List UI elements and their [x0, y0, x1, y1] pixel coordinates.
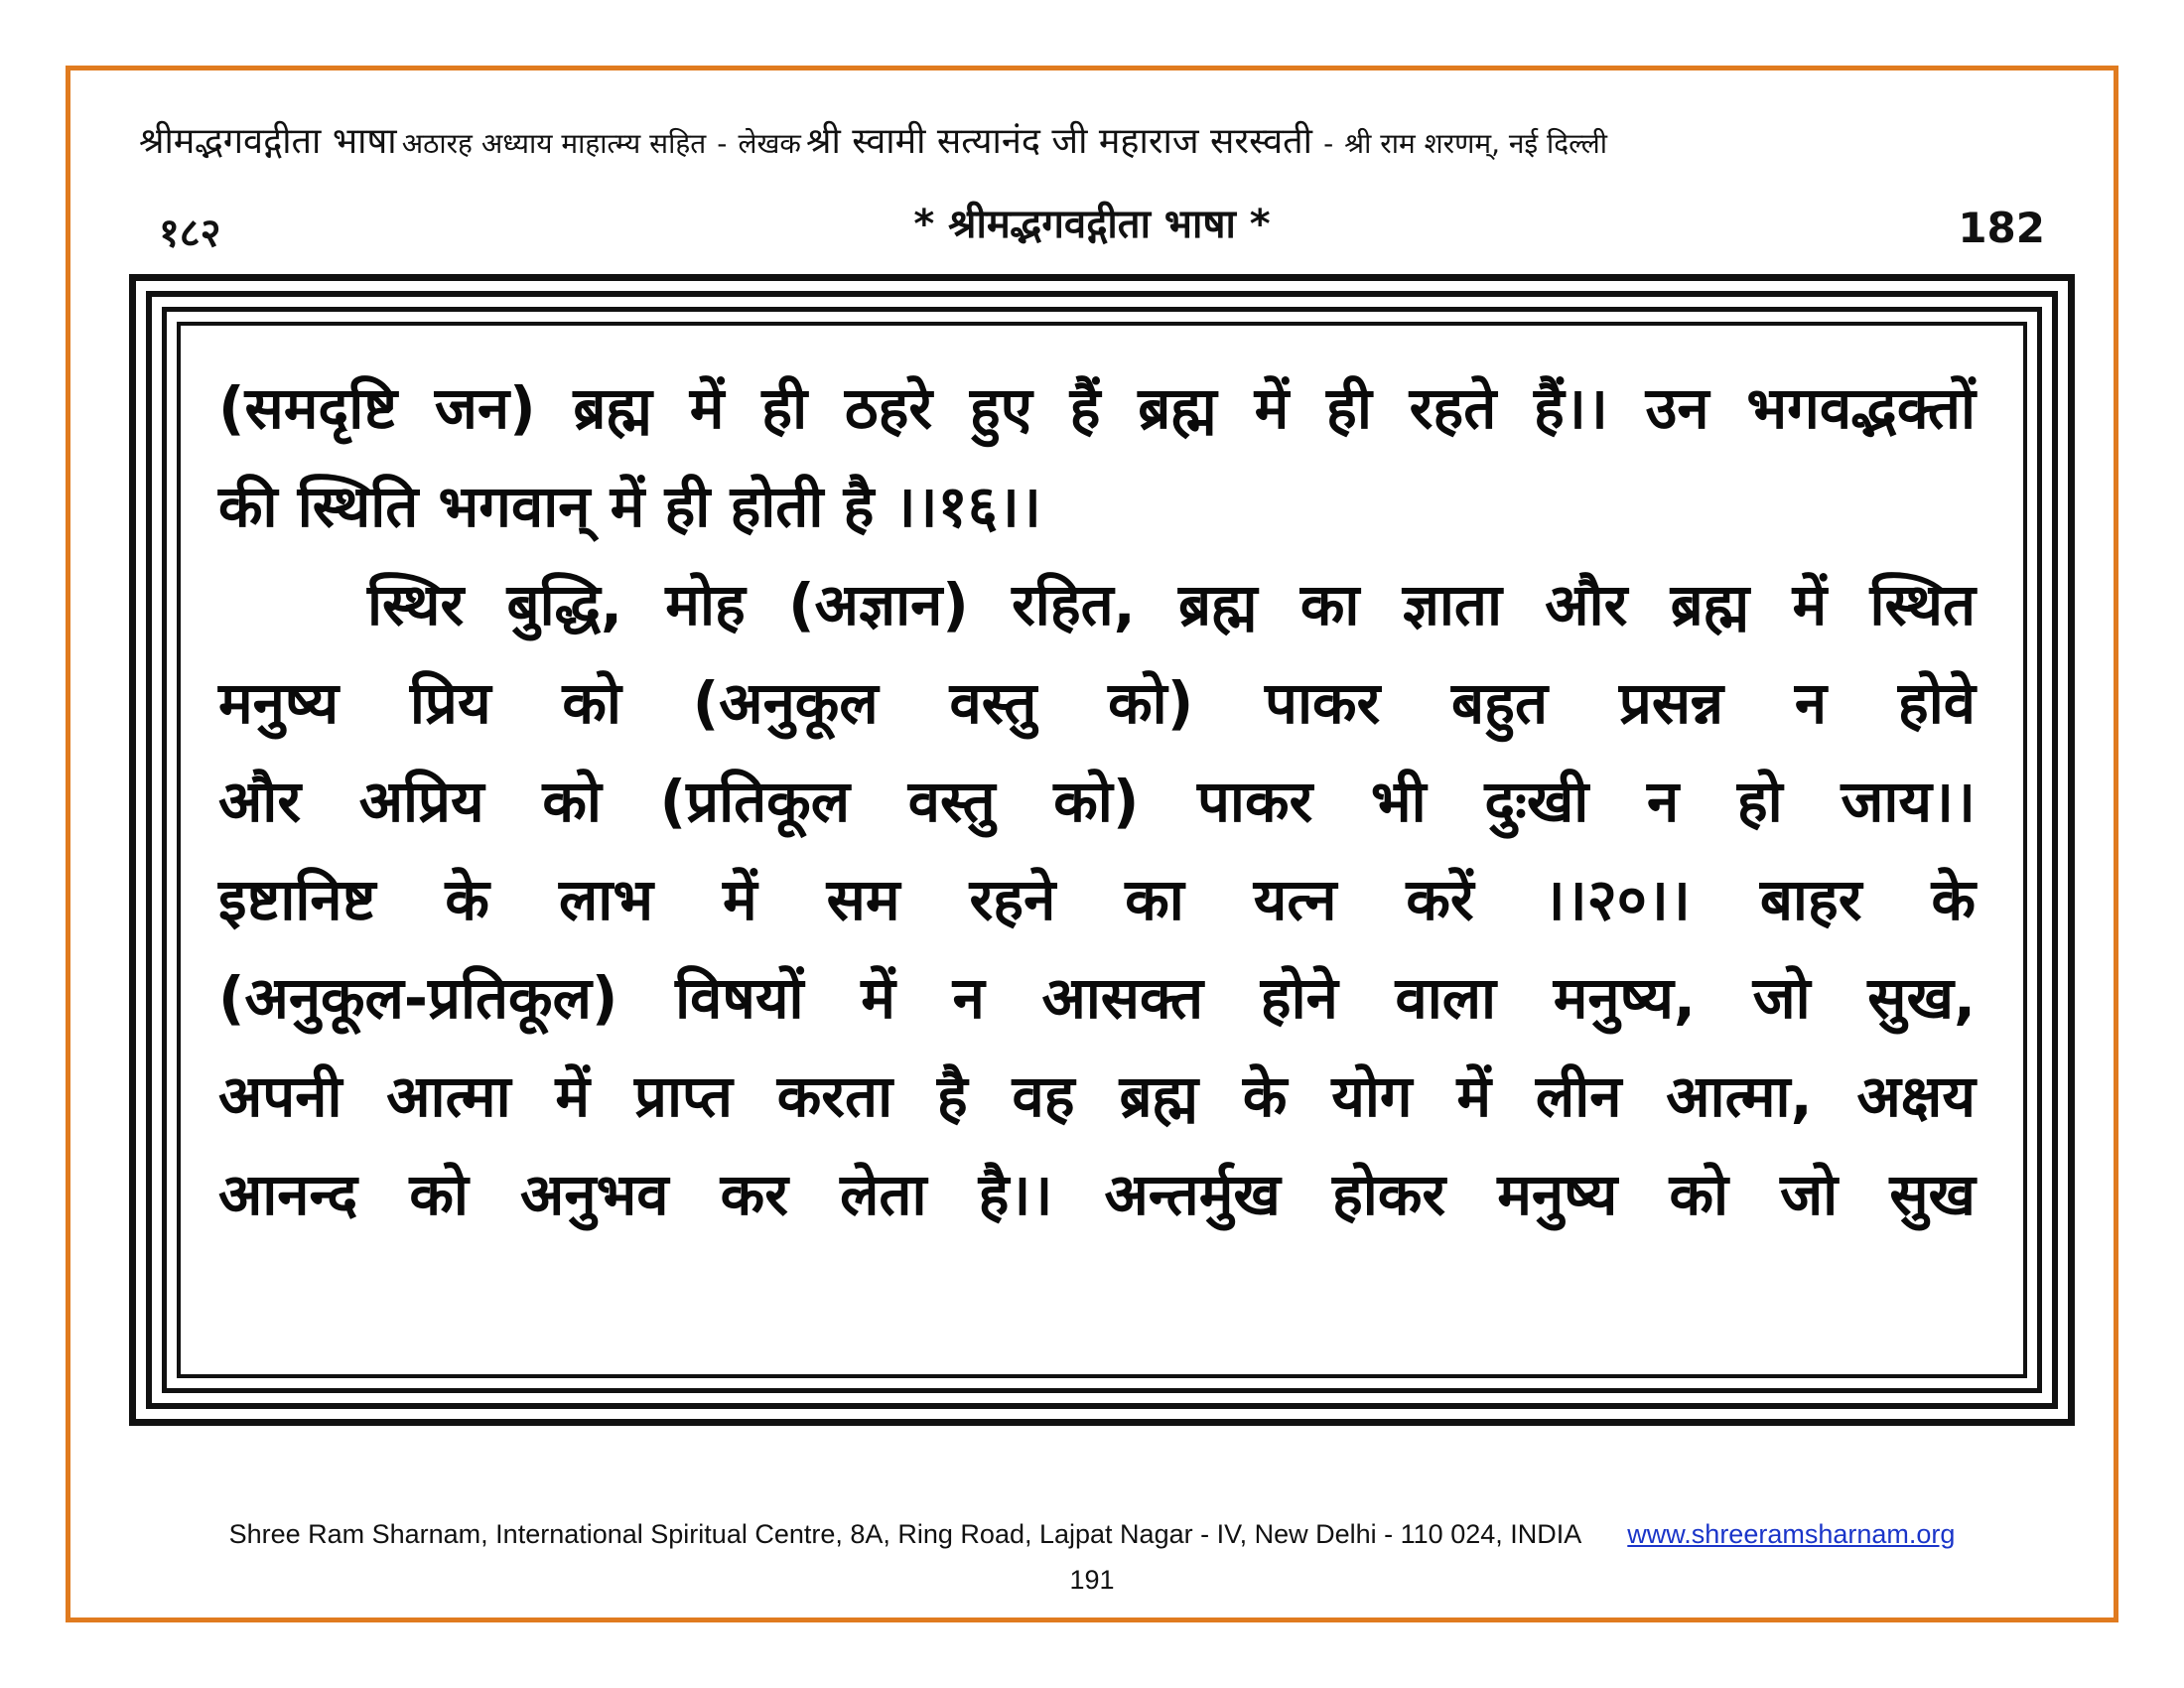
page-title: * श्रीमद्भगवद्गीता भाषा *: [913, 202, 1271, 247]
text-line: आनन्द को अनुभव कर लेता है।। अन्तर्मुख होकर मनुष्य को जो सुख: [218, 1161, 1976, 1228]
footer-address: Shree Ram Sharnam, International Spiritual Centre, 8A, Ring Road, Lajpat Nagar - IV, New Delhi - 110 024, INDIA: [228, 1519, 1580, 1549]
scripture-text: [218, 359, 1976, 1244]
header-book-title: श्रीमद्भगवद्गीता भाषा: [139, 121, 397, 162]
header-separator: -: [717, 127, 728, 160]
text-line: मनुष्य प्रिय को (अनुकूल वस्तु को) पाकर बहुत प्रसन्न न होवे: [218, 669, 1976, 737]
text-line: इष्टानिष्ट के लाभ में सम रहने का यत्न करें ।।२०।। बाहर के: [218, 866, 1976, 933]
page-number-devanagari: १८२: [159, 211, 221, 256]
text-line: और अप्रिय को (प्रतिकूल वस्तु को) पाकर भी दुःखी न हो जाय।।: [218, 768, 1976, 835]
footer-website-link[interactable]: www.shreeramsharnam.org: [1627, 1519, 1956, 1549]
text-line: अपनी आत्मा में प्राप्त करता है वह ब्रह्म के योग में लीन आत्मा, अक्षय: [218, 1062, 1976, 1130]
pdf-page-number: 191: [1069, 1565, 1115, 1595]
text-line: की स्थिति भगवान् में ही होती है ।।१६।।: [218, 473, 1041, 540]
header-publisher: श्री राम शरणम्, नई दिल्ली: [1344, 127, 1608, 160]
page-number-latin: 182: [1958, 204, 2045, 252]
footer: [0, 1519, 2184, 1550]
text-line: (अनुकूल-प्रतिकूल) विषयों में न आसक्त होने वाला मनुष्य, जो सुख,: [218, 964, 1976, 1032]
text-line: (समदृष्टि जन) ब्रह्म में ही ठहरे हुए हैं ब्रह्म में ही रहते हैं।। उन भगवद्भक्तों: [218, 374, 1976, 442]
header-author-label: लेखक: [738, 127, 801, 160]
header-subtitle: अठारह अध्याय माहात्म्य सहित: [401, 127, 707, 160]
text-line: स्थिर बुद्धि, मोह (अज्ञान) रहित, ब्रह्म का ज्ञाता और ब्रह्म में स्थित: [367, 571, 1976, 638]
header-author-name: श्री स्वामी सत्यानंद जी महाराज सरस्वती: [805, 121, 1312, 162]
running-header: [139, 117, 2065, 173]
header-separator-2: -: [1323, 127, 1334, 160]
